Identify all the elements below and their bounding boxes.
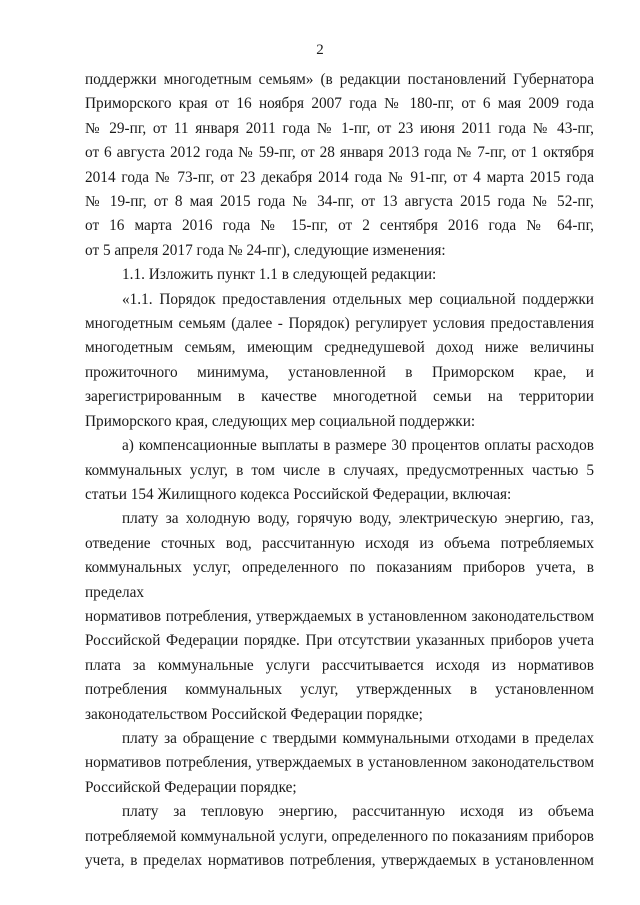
text-line: «1.1. Порядок предоставления отдельных мер социальной поддержки [122, 290, 594, 308]
page-number: 2 [316, 42, 324, 58]
text-line: нормативов потребления, утверждаемых в установленном законодательством [85, 754, 594, 772]
text-line: потребления коммунальных услуг, утвержденных в установленном [85, 681, 594, 699]
text-line: коммунальных услуг, в том числе в случаях, предусмотренных частью 5 [85, 461, 594, 479]
text-line: потребляемой коммунальной услуги, определенного по показаниям приборов [85, 827, 594, 845]
text-line: № 29-пг, от 11 января 2011 года № 1-пг, от 23 июня 2011 года № 43-пг, [85, 119, 594, 137]
text-line: многодетным семьям, имеющим среднедушевой доход ниже величины [85, 339, 594, 357]
text-line: нормативов потребления, утверждаемых в установленном законодательством [85, 607, 594, 625]
text-line: законодательством Российской Федерации порядке; [85, 705, 423, 723]
text-line: Российской Федерации порядке; [85, 778, 297, 796]
text-line: а) компенсационные выплаты в размере 30 процентов оплаты расходов [122, 437, 594, 455]
paragraph-item-1-1 [85, 263, 594, 287]
paragraph-amendment-history [85, 68, 594, 263]
text-line: 2014 года № 73-пг, от 23 декабря 2014 года № 91-пг, от 4 марта 2015 года [85, 168, 594, 186]
paragraph-procedure [85, 288, 594, 434]
text-line: Приморского края от 16 ноября 2007 года № 180-пг, от 6 мая 2009 года [85, 95, 594, 113]
paragraph-waste-payment [85, 727, 594, 800]
text-line: плату за тепловую энергию, рассчитанную исходя из объема [122, 803, 594, 821]
text-line: поддержки многодетным семьям» (в редакции постановлений Губернатора [85, 71, 594, 88]
text-line: коммунальных услуг, определенного по показаниям приборов учета, в пределах [85, 559, 594, 601]
paragraph-subitem-a [85, 434, 594, 507]
text-line: учета, в пределах нормативов потребления, утверждаемых в установленном [85, 852, 594, 869]
text-line: отведение сточных вод, рассчитанную исходя из объема потребляемых [85, 534, 594, 552]
text-line: от 6 августа 2012 года № 59-пг, от 28 января 2013 года № 7-пг, от 1 октября [85, 144, 594, 162]
text-line: от 16 марта 2016 года № 15-пг, от 2 сентября 2016 года № 64-пг, [85, 217, 594, 235]
document-body [85, 68, 594, 873]
text-line: прожиточного минимума, установленной в Приморском крае, и [85, 363, 594, 381]
text-line: статьи 154 Жилищного кодекса Российской Федерации, включая: [85, 485, 512, 503]
text-line: плату за обращение с твердыми коммунальными отходами в пределах [122, 729, 594, 747]
text-line: плату за холодную воду, горячую воду, электрическую энергию, газ, [122, 510, 594, 528]
paragraph-utilities-payment [85, 507, 594, 727]
text-line: 1.1. Изложить пункт 1.1 в следующей редакции: [122, 266, 437, 284]
text-line: плата за коммунальные услуги рассчитывается исходя из нормативов [85, 656, 594, 674]
text-line: зарегистрированным в качестве многодетной семьи на территории [85, 388, 594, 406]
text-line: Российской Федерации порядке. При отсутствии указанных приборов учета [85, 632, 594, 650]
text-line: от 5 апреля 2017 года № 24-пг), следующие изменения: [85, 241, 446, 259]
paragraph-heat-payment [85, 800, 594, 873]
text-line: № 19-пг, от 8 мая 2015 года № 34-пг, от 13 августа 2015 года № 52-пг, [85, 193, 594, 211]
text-line: многодетным семьям (далее - Порядок) регулирует условия предоставления [85, 315, 594, 333]
text-line: Приморского края, следующих мер социальной поддержки: [85, 412, 476, 430]
